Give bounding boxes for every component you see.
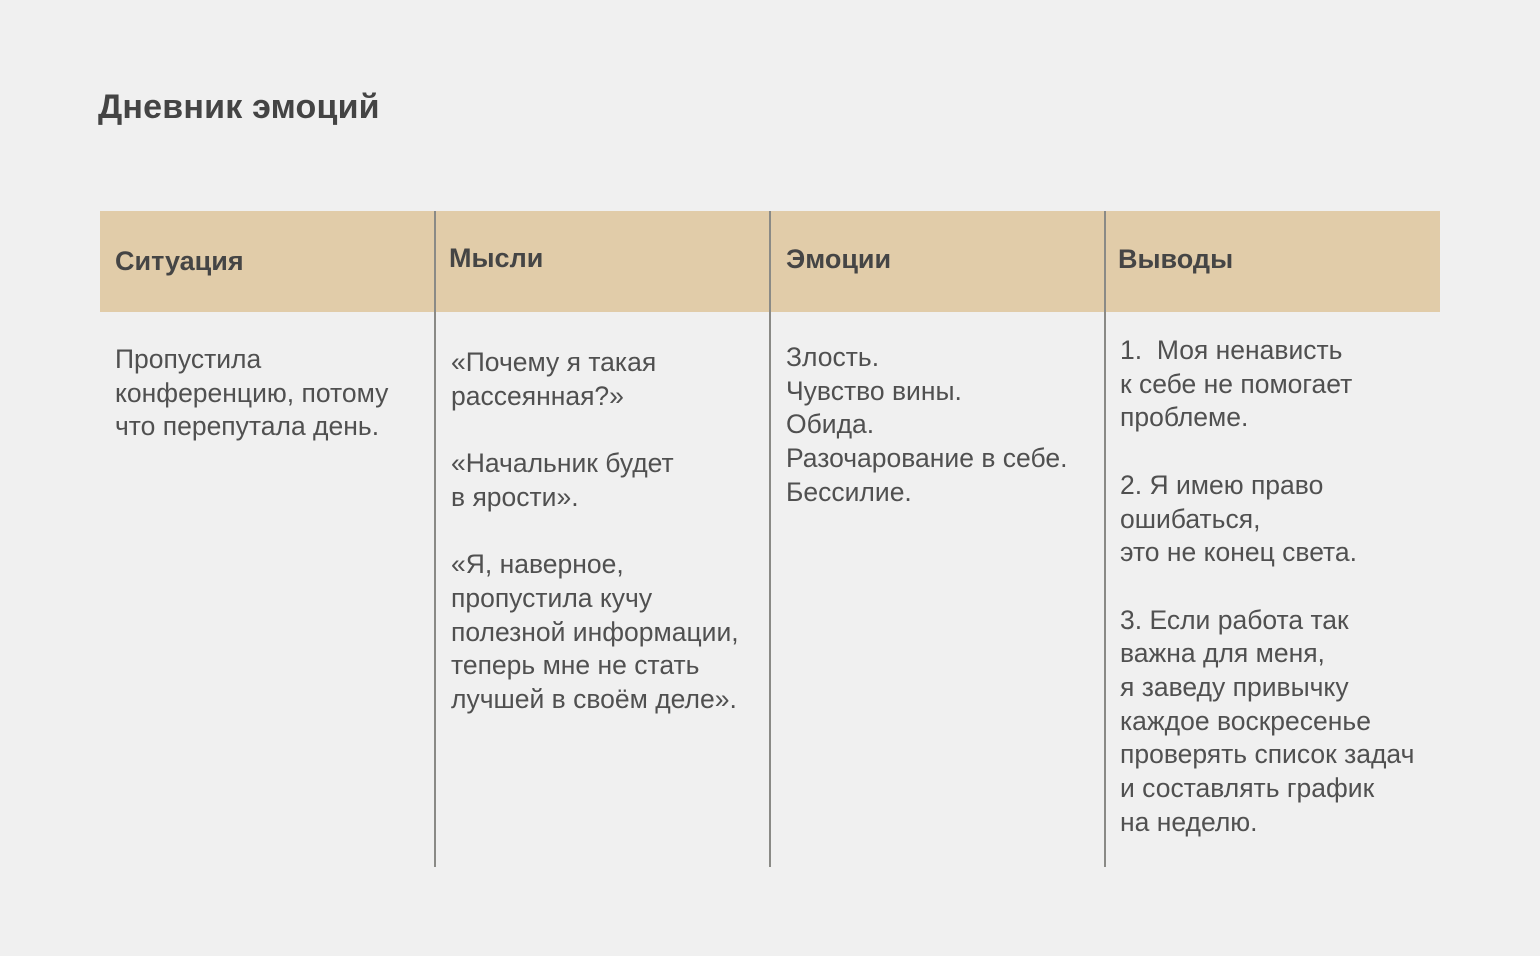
column-divider — [434, 211, 436, 867]
text-line: пропустила кучу — [451, 582, 653, 613]
text-line: рассеянная?» — [451, 380, 624, 411]
text-line: теперь мне не стать — [451, 650, 700, 681]
text-line: Разочарование в себе. — [786, 443, 1068, 474]
text-line: проблеме. — [1120, 402, 1249, 433]
text-line: к себе не помогает — [1120, 368, 1353, 399]
cell-situation — [115, 343, 388, 444]
conclusion-paragraph — [1120, 469, 1414, 570]
text-line: лучшей в своём деле». — [451, 684, 737, 714]
thought-paragraph — [451, 548, 739, 717]
text-line: Чувство вины. — [786, 375, 962, 406]
emotions-paragraph — [786, 341, 1067, 510]
text-line: важна для меня, — [1120, 638, 1325, 669]
text-line: это не конец света. — [1120, 537, 1357, 568]
text-line: «Почему я такая — [451, 347, 657, 377]
text-line: каждое воскресенье — [1120, 705, 1371, 736]
cell-emotions — [786, 341, 1067, 510]
text-line: Пропустила — [115, 344, 262, 374]
thought-paragraph — [451, 447, 739, 514]
text-line: 2. Я имею право — [1120, 469, 1324, 500]
text-line: ошибаться, — [1120, 503, 1261, 534]
page-title: Дневник эмоций — [98, 88, 380, 126]
column-divider — [769, 211, 771, 867]
thought-paragraph — [451, 346, 739, 413]
text-line: я заведу привычку — [1120, 672, 1349, 702]
text-line: «Начальник будет — [451, 448, 674, 479]
text-line: Бессилие. — [786, 476, 912, 507]
text-line: конференцию, потому — [115, 377, 389, 408]
text-line: и составлять график — [1120, 773, 1375, 804]
header-emotions: Эмоции — [786, 244, 892, 274]
header-situation: Ситуация — [115, 246, 244, 276]
text-line: проверять список задач — [1120, 739, 1415, 770]
text-line: Обида. — [786, 409, 875, 440]
text-line: 3. Если работа так — [1120, 604, 1349, 635]
text-line: 1. Моя ненависть — [1120, 335, 1343, 365]
text-line: в ярости». — [451, 481, 579, 512]
header-conclusions: Выводы — [1118, 244, 1234, 274]
conclusion-paragraph — [1120, 334, 1414, 435]
cell-thoughts — [451, 346, 739, 717]
column-divider — [1104, 211, 1106, 867]
text-line: полезной информации, — [451, 616, 739, 647]
text-line: Злость. — [786, 342, 880, 372]
text-line: на неделю. — [1120, 806, 1258, 837]
situation-paragraph — [115, 343, 388, 444]
text-line: «Я, наверное, — [451, 549, 624, 580]
text-line: что перепутала день. — [115, 411, 380, 442]
conclusion-paragraph — [1120, 604, 1414, 840]
cell-conclusions — [1120, 334, 1414, 840]
header-thoughts: Мысли — [449, 243, 544, 273]
